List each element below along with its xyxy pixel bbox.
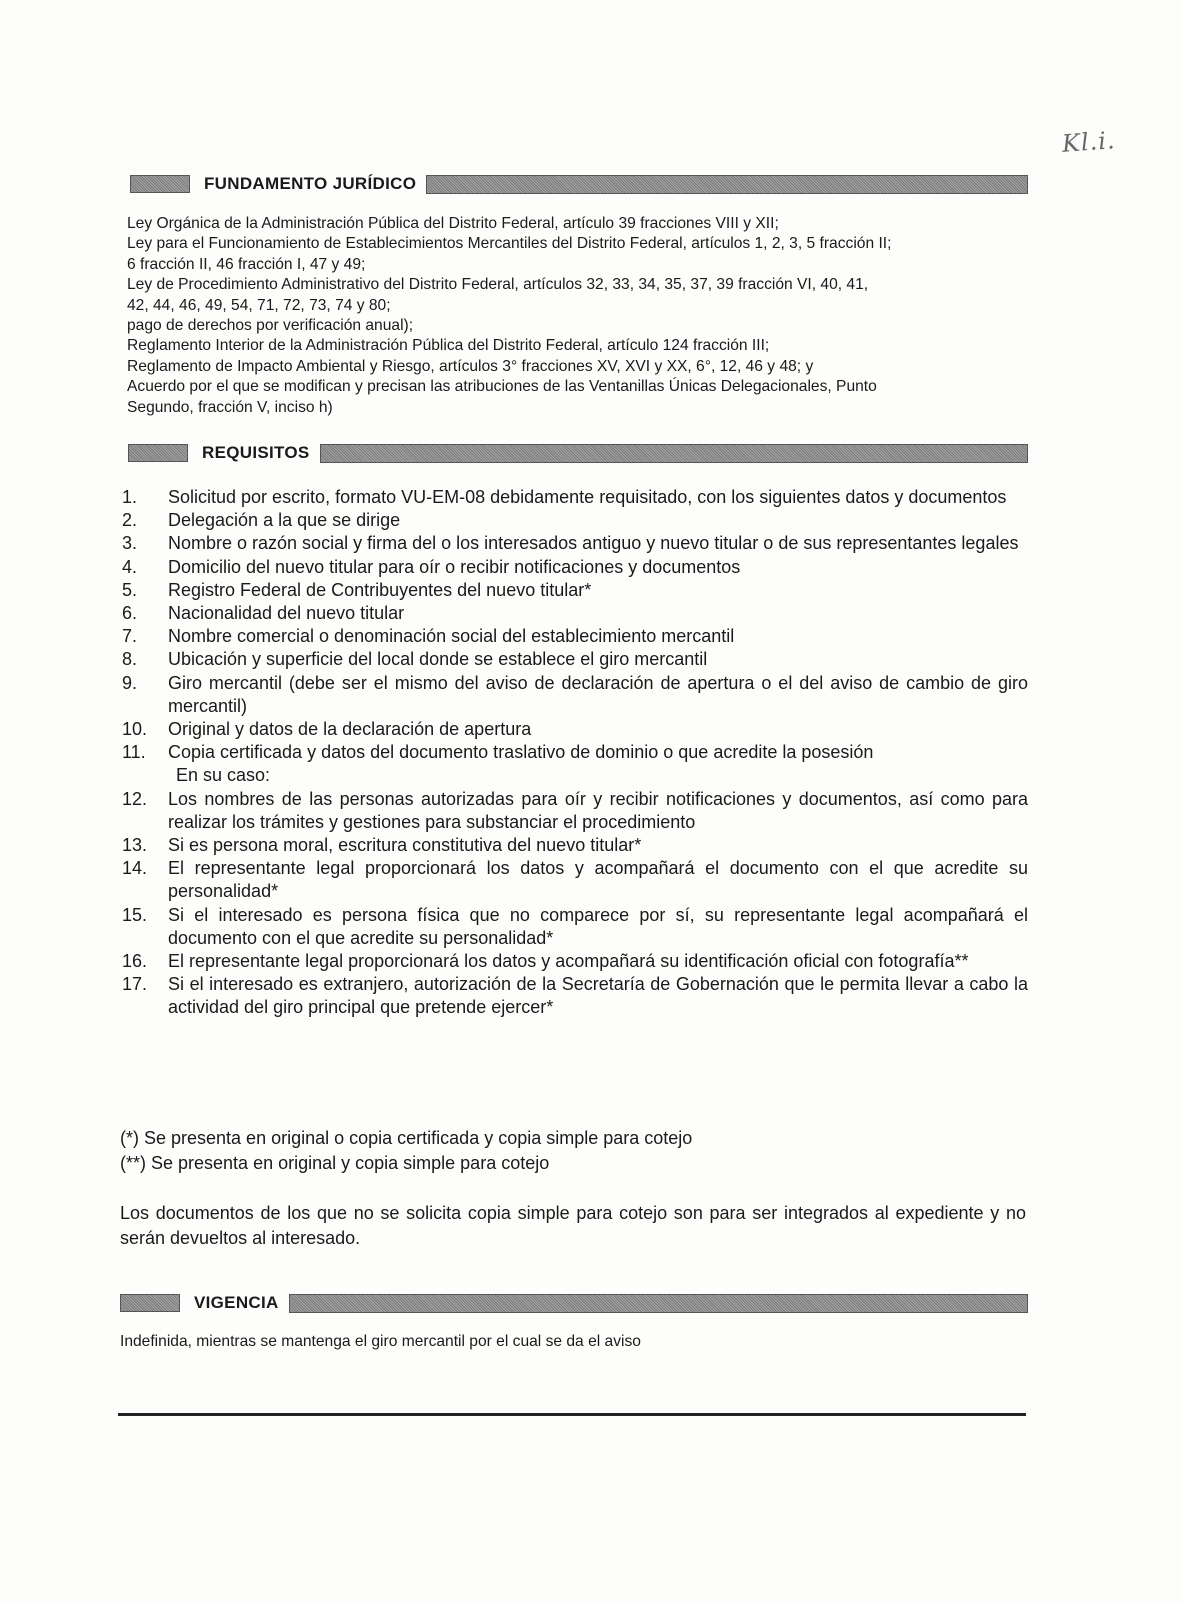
item-text: Nombre o razón social y firma del o los interesados antiguo y nuevo titular o de sus representantes legales [168, 533, 1019, 554]
footnote-double-asterisk: (**) Se presenta en original y copia simple para cotejo [120, 1153, 550, 1173]
closing-paragraph: Los documentos de los que no se solicita copia simple para cotejo son para ser integrados al expediente y no serán devueltos al interesado. [120, 1203, 1026, 1248]
list-item [122, 648, 1028, 671]
section-title-vigencia: VIGENCIA [194, 1293, 279, 1312]
item-text: Nombre comercial o denominación social del establecimiento mercantil [168, 626, 735, 647]
en-su-caso-label: En su caso: [176, 765, 271, 786]
list-item [122, 834, 1028, 857]
item-number: 6. [122, 603, 138, 624]
item-text: Registro Federal de Contribuyentes del nuevo titular* [168, 579, 592, 600]
item-number: 17. [122, 974, 148, 995]
fundamento-line: 42, 44, 46, 49, 54, 71, 72, 73, 74 y 80; [127, 296, 391, 314]
list-item [122, 509, 1028, 532]
fundamento-line: Ley de Procedimiento Administrativo del Distrito Federal, artículos 32, 33, 34, 35, 37, 39 fracción VI, 40, 41, [127, 276, 869, 294]
bottom-divider [118, 1413, 1026, 1416]
item-number: 12. [122, 788, 148, 809]
item-text: El representante legal proporcionará los datos y acompañará su identificación oficial con fotografía** [168, 951, 969, 972]
fundamento-line: Acuerdo por el que se modifican y precisan las atribuciones de las Ventanillas Únicas Delegacionales, Punto [127, 378, 877, 396]
header-bar-left [120, 1294, 180, 1312]
header-bar-left [130, 175, 190, 193]
header-bar-left [128, 444, 188, 462]
item-text: El representante legal proporcionará los datos y acompañará el documento con el que acredite su personalidad* [168, 858, 1028, 902]
list-item [122, 857, 1028, 903]
item-number: 4. [122, 556, 138, 577]
footnotes [120, 1126, 692, 1176]
list-item [122, 950, 1028, 973]
item-text: Ubicación y superficie del local donde se establece el giro mercantil [168, 649, 708, 670]
item-text: Original y datos de la declaración de apertura [168, 719, 532, 740]
item-text: Si es persona moral, escritura constitutiva del nuevo titular* [168, 835, 642, 856]
header-bar-right [289, 1294, 1028, 1313]
item-number: 8. [122, 649, 138, 670]
fundamento-line: Reglamento de Impacto Ambiental y Riesgo, artículos 3° fracciones XV, XVI y XX, 6°, 12, 46 y 48; y [127, 357, 814, 375]
section-title-fundamento: FUNDAMENTO JURÍDICO [204, 174, 417, 193]
fundamento-line: 6 fracción II, 46 fracción I, 47 y 49; [127, 255, 366, 273]
requisitos-list [122, 486, 1028, 1020]
section-header-vigencia [120, 1293, 1028, 1313]
item-text: Solicitud por escrito, formato VU-EM-08 debidamente requisitado, con los siguientes datos y documentos [168, 487, 1007, 507]
section-header-requisitos [128, 443, 1028, 463]
item-number: 9. [122, 672, 138, 693]
header-bar-right [320, 444, 1028, 463]
section-title-requisitos: REQUISITOS [202, 443, 310, 462]
fundamento-line: Ley Orgánica de la Administración Pública del Distrito Federal, artículo 39 fracciones VIII y XII; [127, 215, 779, 232]
list-item [122, 973, 1028, 1019]
item-text: Domicilio del nuevo titular para oír o recibir notificaciones y documentos [168, 556, 741, 577]
item-number: 10. [122, 719, 148, 740]
list-item [122, 788, 1028, 834]
item-text: Copia certificada y datos del documento traslativo de dominio o que acredite la posesión [168, 742, 874, 763]
header-bar-right [426, 175, 1028, 194]
item-text: Si el interesado es persona física que no comparece por sí, su representante legal acompañará el documento con el que acredite su personalidad* [168, 904, 1028, 948]
item-number: 1. [122, 487, 138, 507]
section-header-fundamento [130, 174, 1028, 194]
list-item [122, 532, 1028, 555]
handwritten-annotation: Kl.i. [1061, 126, 1117, 158]
item-number: 15. [122, 904, 148, 925]
fundamento-line: Ley para el Funcionamiento de Establecimientos Mercantiles del Distrito Federal, artículos 1, 2, 3, 5 fracción II; [127, 235, 892, 253]
item-text: Delegación a la que se dirige [168, 510, 401, 531]
item-number: 11. [122, 742, 146, 763]
list-item [122, 672, 1028, 718]
list-item [122, 625, 1028, 648]
item-text: Nacionalidad del nuevo titular [168, 603, 405, 624]
item-number: 7. [122, 626, 138, 647]
list-item [122, 556, 1028, 579]
list-item [122, 579, 1028, 602]
list-item [122, 741, 1028, 764]
list-item [122, 602, 1028, 625]
item-number: 16. [122, 951, 148, 972]
list-item [122, 904, 1028, 950]
list-item [122, 486, 1028, 509]
item-text: Los nombres de las personas autorizadas para oír y recibir notificaciones y documentos, así como para realizar los trámites y gestiones para substanciar el procedimiento [168, 788, 1028, 832]
vigencia-text: Indefinida, mientras se mantenga el giro mercantil por el cual se da el aviso [120, 1333, 641, 1350]
item-text: Si el interesado es extranjero, autorización de la Secretaría de Gobernación que le permita llevar a cabo la actividad del giro principal que pretende ejercer* [168, 974, 1028, 1018]
fundamento-text [127, 214, 1029, 418]
list-item [122, 718, 1028, 741]
item-number: 2. [122, 510, 138, 531]
fundamento-line: pago de derechos por verificación anual); [127, 317, 414, 335]
footnote-single-asterisk: (*) Se presenta en original o copia certificada y copia simple para cotejo [120, 1128, 693, 1148]
item-text: Giro mercantil (debe ser el mismo del aviso de declaración de apertura o el del aviso de cambio de giro mercantil) [168, 672, 1028, 716]
item-number: 5. [122, 579, 138, 600]
item-number: 13. [122, 835, 148, 856]
fundamento-line: Segundo, fracción V, inciso h) [127, 398, 333, 416]
item-number: 3. [122, 533, 138, 554]
item-number: 14. [122, 858, 148, 879]
fundamento-line: Reglamento Interior de la Administración Pública del Distrito Federal, artículo 124 fracción III; [127, 337, 770, 355]
